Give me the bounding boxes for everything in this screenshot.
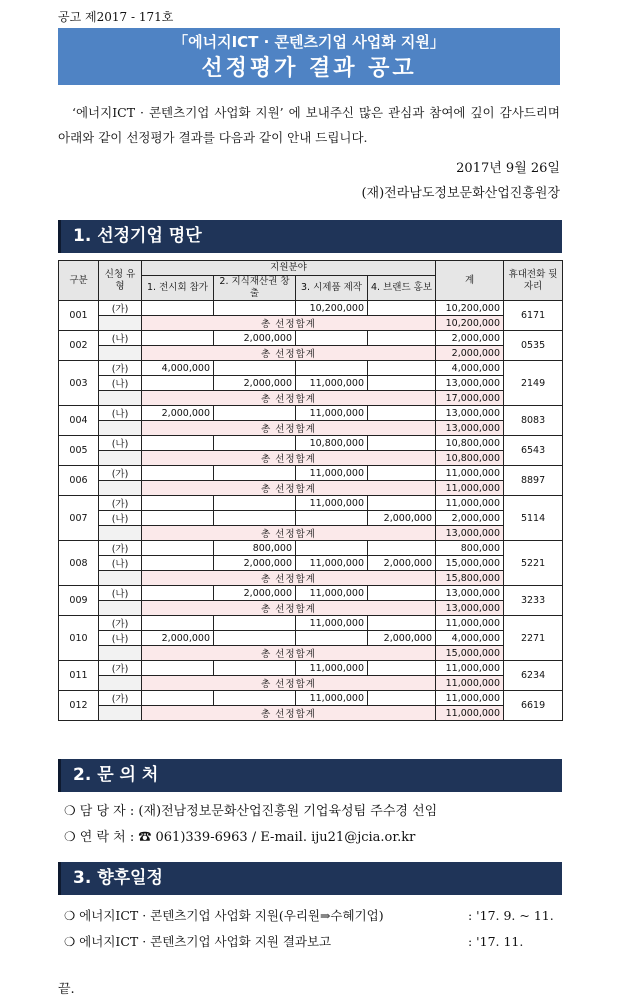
subtotal-row [59,646,563,661]
subtotal-spacer [99,646,142,661]
field-4-amount [368,436,436,451]
field-2-amount: 2,000,000 [214,556,296,571]
apply-type-cell: (가) [99,301,142,316]
apply-type-cell: (나) [99,331,142,346]
schedule-item-period: : '17. 9. ~ 11. [468,908,554,923]
row-total-amount: 11,000,000 [436,466,504,481]
contact-person: ❍ 담 당 자 : (재)전남정보문화산업진흥원 기업육성팀 주수경 선임 [64,804,438,819]
phone-suffix-cell: 5114 [504,496,563,541]
company-id-cell: 002 [59,331,99,361]
subtotal-spacer [99,526,142,541]
phone-suffix-cell: 0535 [504,331,563,361]
subtotal-label: 총 선정합계 [142,391,436,406]
field-2-amount [214,466,296,481]
field-4-amount [368,661,436,676]
field-3-amount [296,541,368,556]
table-row [59,376,563,391]
field-1-amount [142,511,214,526]
field-1-amount [142,436,214,451]
apply-type-cell: (나) [99,436,142,451]
notice-number: 공고 제2017 - 171호 [58,10,174,24]
subtotal-amount: 13,000,000 [436,526,504,541]
subtotal-label: 총 선정합계 [142,451,436,466]
apply-type-cell: (가) [99,691,142,706]
row-total-amount: 15,000,000 [436,556,504,571]
table-row [59,661,563,676]
company-id-cell: 006 [59,466,99,496]
subtotal-row [59,391,563,406]
field-3-amount: 11,000,000 [296,616,368,631]
section-2-header: 2. 문 의 처 [58,759,562,792]
subtotal-spacer [99,676,142,691]
field-4-amount: 2,000,000 [368,511,436,526]
header-apply-type: 신청 유형 [99,261,142,301]
phone-suffix-cell: 5221 [504,541,563,586]
header-phone: 휴대전화 뒷자리 [504,261,563,301]
apply-type-cell: (가) [99,361,142,376]
row-total-amount: 11,000,000 [436,691,504,706]
subtotal-label: 총 선정합계 [142,676,436,691]
subtotal-amount: 11,000,000 [436,676,504,691]
field-3-amount: 11,000,000 [296,376,368,391]
header-category: 구분 [59,261,99,301]
row-total-amount: 10,800,000 [436,436,504,451]
field-4-amount [368,541,436,556]
table-body [59,301,563,721]
row-total-amount: 2,000,000 [436,511,504,526]
subtotal-label: 총 선정합계 [142,481,436,496]
subtotal-label: 총 선정합계 [142,601,436,616]
selected-companies-table [58,260,563,721]
field-4-amount [368,301,436,316]
field-3-amount [296,631,368,646]
field-2-amount [214,631,296,646]
field-4-amount [368,691,436,706]
field-3-amount [296,331,368,346]
header-support-field: 지원분야 [142,261,436,276]
title-banner [58,28,560,85]
subtotal-spacer [99,571,142,586]
header-field-2: 2. 지식재산권 창출 [214,276,296,301]
subtotal-spacer [99,451,142,466]
company-id-cell: 008 [59,541,99,586]
row-total-amount: 800,000 [436,541,504,556]
field-1-amount [142,331,214,346]
subtotal-amount: 10,200,000 [436,316,504,331]
subtotal-label: 총 선정합계 [142,346,436,361]
field-3-amount: 11,000,000 [296,496,368,511]
subtotal-amount: 17,000,000 [436,391,504,406]
subtotal-amount: 13,000,000 [436,421,504,436]
apply-type-cell: (나) [99,511,142,526]
field-1-amount [142,376,214,391]
apply-type-cell: (나) [99,556,142,571]
field-2-amount [214,436,296,451]
table-row [59,361,563,376]
row-total-amount: 13,000,000 [436,586,504,601]
field-4-amount: 2,000,000 [368,556,436,571]
table-row [59,691,563,706]
field-4-amount [368,376,436,391]
apply-type-cell: (가) [99,616,142,631]
row-total-amount: 11,000,000 [436,661,504,676]
company-id-cell: 007 [59,496,99,541]
phone-suffix-cell: 2149 [504,361,563,406]
field-3-amount: 11,000,000 [296,691,368,706]
subtotal-row [59,601,563,616]
row-total-amount: 11,000,000 [436,616,504,631]
field-2-amount: 800,000 [214,541,296,556]
field-4-amount [368,616,436,631]
field-1-amount: 2,000,000 [142,631,214,646]
row-total-amount: 4,000,000 [436,631,504,646]
field-4-amount [368,466,436,481]
field-1-amount: 4,000,000 [142,361,214,376]
row-total-amount: 10,200,000 [436,301,504,316]
subtotal-row [59,676,563,691]
subtotal-amount: 15,800,000 [436,571,504,586]
row-total-amount: 13,000,000 [436,376,504,391]
subtotal-row [59,421,563,436]
subtotal-spacer [99,316,142,331]
table-row [59,541,563,556]
subtotal-row [59,451,563,466]
subtotal-spacer [99,346,142,361]
subtotal-spacer [99,391,142,406]
field-1-amount [142,691,214,706]
subtotal-amount: 10,800,000 [436,451,504,466]
table-row [59,301,563,316]
subtotal-label: 총 선정합계 [142,706,436,721]
phone-suffix-cell: 3233 [504,586,563,616]
title-line-1: 「에너지ICT · 콘텐츠기업 사업화 지원」 [173,33,445,51]
subtotal-label: 총 선정합계 [142,421,436,436]
subtotal-spacer [99,706,142,721]
subtotal-spacer [99,481,142,496]
apply-type-cell: (나) [99,406,142,421]
schedule-item-period: : '17. 11. [468,934,524,949]
subtotal-spacer [99,421,142,436]
company-id-cell: 009 [59,586,99,616]
subtotal-amount: 11,000,000 [436,481,504,496]
section-1-header: 1. 선정기업 명단 [58,220,562,253]
contact-info: ❍ 연 락 처 : ☎ 061)339-6963 / E-mail. iju21@jcia.or.kr [64,830,416,845]
row-total-amount: 11,000,000 [436,496,504,511]
field-3-amount [296,511,368,526]
field-4-amount [368,496,436,511]
field-1-amount [142,661,214,676]
field-3-amount: 11,000,000 [296,661,368,676]
phone-suffix-cell: 6543 [504,436,563,466]
schedule-item-label: ❍ 에너지ICT · 콘텐츠기업 사업화 지원(우리원⇒수혜기업) [64,908,384,923]
company-id-cell: 012 [59,691,99,721]
table-row [59,586,563,601]
intro-paragraph [58,100,560,150]
subtotal-row [59,316,563,331]
phone-suffix-cell: 2271 [504,616,563,661]
table-row [59,631,563,646]
field-2-amount [214,496,296,511]
field-2-amount [214,406,296,421]
subtotal-amount: 2,000,000 [436,346,504,361]
field-1-amount [142,466,214,481]
company-id-cell: 003 [59,361,99,406]
apply-type-cell: (나) [99,586,142,601]
schedule-item [64,906,554,924]
phone-suffix-cell: 8083 [504,406,563,436]
header-field-4: 4. 브랜드 홍보 [368,276,436,301]
row-total-amount: 4,000,000 [436,361,504,376]
field-4-amount [368,331,436,346]
company-id-cell: 001 [59,301,99,331]
subtotal-row [59,481,563,496]
section-3-header: 3. 향후일정 [58,862,562,895]
table-row [59,556,563,571]
field-3-amount: 11,000,000 [296,466,368,481]
field-2-amount: 2,000,000 [214,586,296,601]
table-row [59,466,563,481]
schedule-item-label: ❍ 에너지ICT · 콘텐츠기업 사업화 지원 결과보고 [64,934,332,949]
field-3-amount: 11,000,000 [296,586,368,601]
subtotal-row [59,526,563,541]
apply-type-cell: (가) [99,541,142,556]
field-4-amount: 2,000,000 [368,631,436,646]
apply-type-cell: (가) [99,661,142,676]
table-row [59,511,563,526]
field-2-amount [214,361,296,376]
subtotal-label: 총 선정합계 [142,646,436,661]
phone-suffix-cell: 6234 [504,661,563,691]
subtotal-row [59,346,563,361]
field-2-amount [214,301,296,316]
apply-type-cell: (나) [99,631,142,646]
schedule-item [64,932,523,950]
row-total-amount: 2,000,000 [436,331,504,346]
field-4-amount [368,406,436,421]
field-3-amount: 11,000,000 [296,406,368,421]
field-1-amount [142,586,214,601]
field-3-amount: 11,000,000 [296,556,368,571]
table-row [59,496,563,511]
field-1-amount [142,541,214,556]
subtotal-spacer [99,601,142,616]
apply-type-cell: (가) [99,496,142,511]
notice-date: 2017년 9월 26일 [456,161,560,176]
field-2-amount [214,691,296,706]
page-title: 선정평가 결과 공고 [201,56,417,81]
header-field-1: 1. 전시회 참가 [142,276,214,301]
field-2-amount [214,511,296,526]
subtotal-row [59,706,563,721]
subtotal-row [59,571,563,586]
company-id-cell: 005 [59,436,99,466]
end-mark: 끝. [58,982,75,997]
field-3-amount: 10,200,000 [296,301,368,316]
subtotal-amount: 11,000,000 [436,706,504,721]
row-total-amount: 13,000,000 [436,406,504,421]
subtotal-label: 총 선정합계 [142,526,436,541]
field-1-amount [142,496,214,511]
field-2-amount: 2,000,000 [214,331,296,346]
header-total: 계 [436,261,504,301]
apply-type-cell: (가) [99,466,142,481]
table-row [59,436,563,451]
field-3-amount [296,361,368,376]
issuing-organization: (재)전라남도정보문화산업진흥원장 [361,186,560,201]
field-2-amount [214,661,296,676]
field-1-amount: 2,000,000 [142,406,214,421]
field-4-amount [368,586,436,601]
subtotal-label: 총 선정합계 [142,571,436,586]
subtotal-label: 총 선정합계 [142,316,436,331]
field-1-amount [142,616,214,631]
table-row [59,331,563,346]
apply-type-cell: (나) [99,376,142,391]
table-row [59,406,563,421]
field-1-amount [142,556,214,571]
field-2-amount: 2,000,000 [214,376,296,391]
company-id-cell: 004 [59,406,99,436]
table-row [59,616,563,631]
field-3-amount: 10,800,000 [296,436,368,451]
subtotal-amount: 15,000,000 [436,646,504,661]
field-2-amount [214,616,296,631]
field-4-amount [368,361,436,376]
intro-text: ‘에너지ICT · 콘텐츠기업 사업화 지원’ 에 보내주신 많은 관심과 참여에 깊이 감사드리며 아래와 같이 선정평가 결과를 다음과 같이 안내 드립니다. [58,105,560,145]
subtotal-amount: 13,000,000 [436,601,504,616]
phone-suffix-cell: 8897 [504,466,563,496]
phone-suffix-cell: 6171 [504,301,563,331]
phone-suffix-cell: 6619 [504,691,563,721]
company-id-cell: 011 [59,661,99,691]
field-1-amount [142,301,214,316]
company-id-cell: 010 [59,616,99,661]
header-field-3: 3. 시제품 제작 [296,276,368,301]
